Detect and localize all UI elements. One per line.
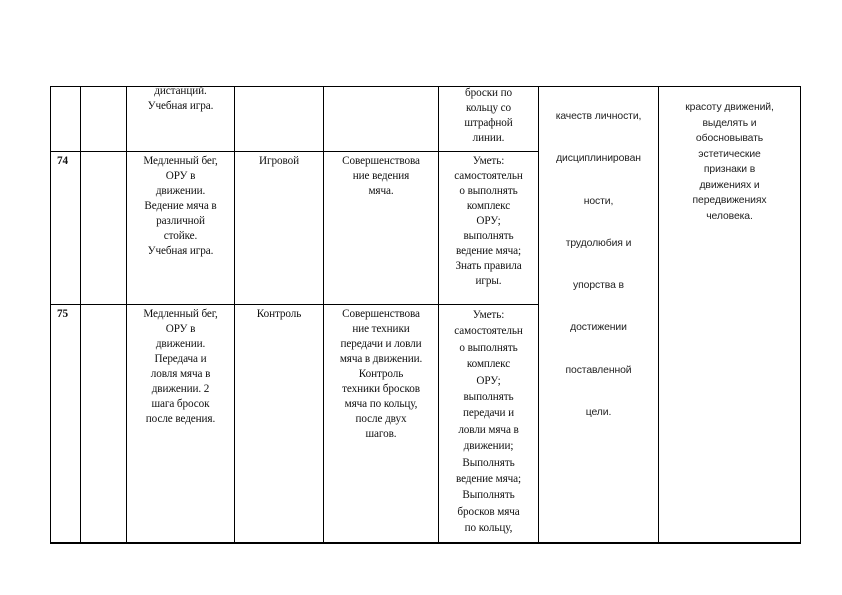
requirements-line: ведение мяча;: [455, 473, 522, 486]
requirements-line: ОРУ;: [476, 215, 501, 227]
topic-line: стойке.: [163, 230, 198, 242]
personal-results-line: упорства в: [573, 280, 624, 292]
lesson-number: 74: [57, 155, 68, 167]
metasubject-line: передвижениях: [692, 195, 767, 206]
requirements-line: броски по: [464, 87, 513, 99]
element-line: передачи и ловли: [340, 338, 422, 350]
topic-line: Медленный бег,: [143, 155, 218, 167]
metasubject-line: красоту движений,: [685, 102, 774, 113]
topic-line: Ведение мяча в: [144, 200, 217, 212]
row-divider: [50, 304, 539, 305]
element-line: техники бросков: [342, 383, 420, 395]
topic-cell: [127, 154, 234, 259]
requirements-line: линии.: [472, 132, 505, 144]
requirements-line: комплекс: [466, 358, 511, 371]
requirements-line: штрафной: [464, 117, 513, 129]
lesson-type-cell: Контроль: [256, 308, 302, 320]
column-divider: [80, 86, 81, 544]
element-line: мяча по кольцу,: [344, 398, 418, 410]
topic-line: ОРУ в: [165, 323, 196, 335]
requirements-line: передачи и: [463, 407, 514, 420]
topic-line: ловля мяча в: [150, 368, 211, 380]
personal-results-line: ности,: [583, 195, 614, 207]
element-line: ние ведения: [352, 170, 410, 182]
requirements-cell-continued: [439, 86, 538, 146]
requirements-line: Выполнять: [462, 456, 515, 469]
topic-line: движении. 2: [151, 383, 210, 395]
topic-line: после ведения.: [145, 413, 216, 425]
requirements-line: Уметь:: [472, 155, 505, 167]
column-divider: [800, 86, 801, 544]
requirements-line: Уметь:: [472, 309, 505, 321]
element-line: Совершенствова: [342, 155, 420, 167]
lesson-type-cell: Игровой: [259, 155, 299, 167]
lesson-number: 75: [57, 308, 68, 320]
topic-line: движении.: [155, 338, 206, 350]
topic-line: Медленный бег,: [143, 308, 218, 320]
topic-line: Передача и: [154, 353, 207, 365]
element-line: мяча.: [368, 185, 394, 197]
personal-results-line: качеств личности,: [555, 111, 642, 122]
element-line: шагов.: [365, 428, 397, 440]
requirements-line: самостоятельн: [454, 325, 523, 338]
requirements-line: Выполнять: [462, 489, 515, 502]
requirements-line: комплекс: [466, 200, 511, 212]
requirements-line: игры.: [475, 275, 502, 287]
element-line: Контроль: [358, 368, 404, 380]
personal-results-line: трудолюбия и: [565, 237, 632, 249]
requirements-line: о выполнять: [459, 185, 518, 197]
column-divider: [50, 86, 51, 544]
personal-results-line: цели.: [585, 407, 612, 419]
topic-line: Учебная игра.: [147, 245, 214, 257]
topic-line: шага бросок: [151, 398, 210, 410]
element-cell: [324, 154, 438, 199]
element-line: после двух: [355, 413, 407, 425]
requirements-cell: [439, 307, 538, 537]
metasubject-line: движениях и: [699, 179, 760, 191]
topic-line: различной: [156, 215, 205, 227]
requirements-line: по кольцу,: [464, 522, 513, 535]
table-bottom-border: [50, 542, 801, 544]
metasubject-results-cell: [659, 100, 800, 224]
requirements-line: выполнять: [463, 391, 514, 404]
requirements-line: выполнять: [463, 230, 514, 242]
topic-line: движении.: [155, 185, 206, 197]
topic-line: ОРУ в: [165, 170, 196, 182]
metasubject-line: обосновывать: [695, 133, 764, 144]
metasubject-line: признаки в: [703, 164, 756, 175]
topic-line: дистанций.: [154, 85, 207, 97]
requirements-line: бросков мяча: [457, 505, 520, 518]
personal-results-line: поставленной: [565, 364, 632, 376]
metasubject-line: человека.: [706, 210, 753, 222]
requirements-line: ОРУ;: [476, 374, 501, 387]
personal-results-line: дисциплинирован: [556, 153, 641, 165]
topic-cell-continued: [127, 84, 234, 114]
requirements-line: ловли мяча в: [458, 423, 519, 436]
requirements-line: кольцу со: [465, 102, 512, 114]
metasubject-line: выделять и: [702, 117, 757, 129]
element-line: Совершенствова: [342, 308, 420, 320]
element-cell: [324, 307, 438, 442]
topic-line: Учебная игра.: [147, 100, 214, 112]
topic-cell: [127, 307, 234, 427]
personal-results-line: достижении: [570, 322, 627, 334]
requirements-cell: [439, 154, 538, 289]
requirements-line: самостоятельн: [454, 170, 523, 182]
personal-results-cell: [539, 96, 658, 434]
requirements-line: ведение мяча;: [455, 245, 522, 257]
requirements-line: движении;: [463, 440, 514, 453]
element-line: ние техники: [352, 323, 410, 335]
requirements-line: Знать правила: [455, 260, 522, 272]
row-divider: [50, 151, 539, 152]
metasubject-line: эстетические: [698, 148, 761, 160]
requirements-line: о выполнять: [459, 341, 518, 354]
element-line: мяча в движении.: [339, 353, 423, 365]
